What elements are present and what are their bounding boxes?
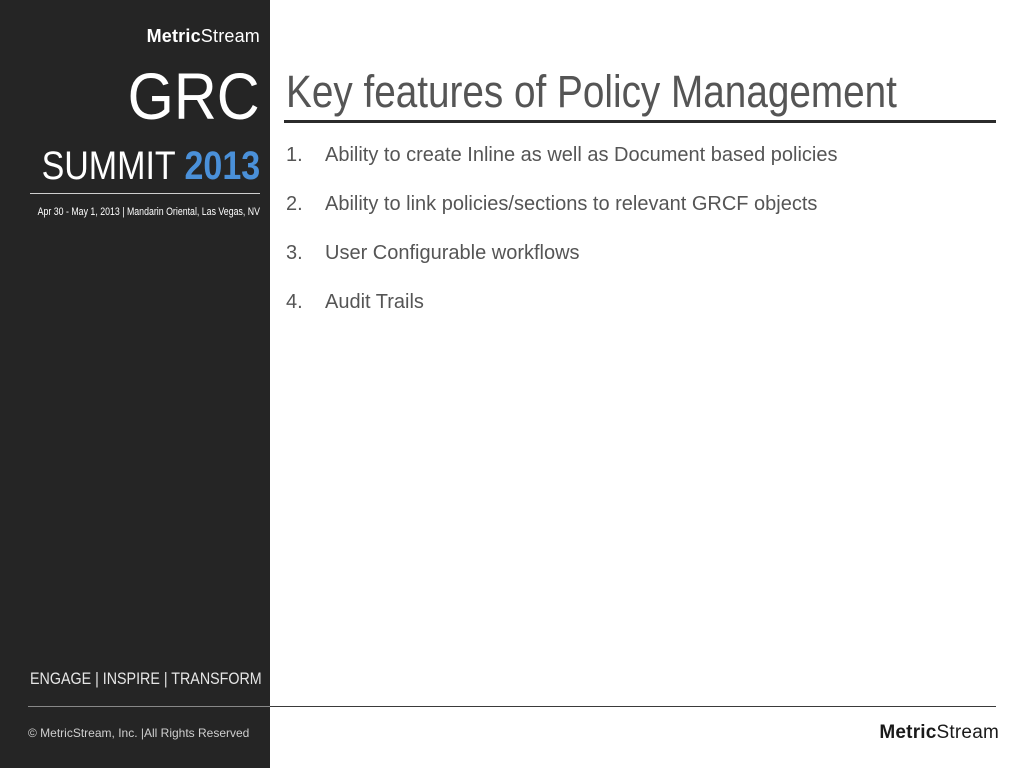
- list-item-number: 1.: [286, 144, 303, 166]
- list-item-number: 4.: [286, 291, 303, 313]
- footer-divider-sidebar: [28, 706, 270, 707]
- logo-bold-text: Metric: [146, 26, 201, 46]
- event-date-location: Apr 30 - May 1, 2013 | Mandarin Oriental, Las Vegas, NV: [37, 206, 260, 218]
- list-item-text: Ability to link policies/sections to relevant GRCF objects: [325, 193, 818, 215]
- feature-list: [286, 141, 837, 337]
- copyright-notice: © MetricStream, Inc. |All Rights Reserved: [28, 726, 250, 740]
- summit-word: SUMMIT: [41, 144, 175, 188]
- sidebar-panel: [0, 0, 270, 768]
- footer-logo-bold: Metric: [879, 722, 937, 743]
- event-name: GRC: [127, 59, 260, 133]
- list-item-number: 3.: [286, 242, 303, 264]
- summit-heading: [41, 142, 260, 190]
- list-item: [286, 141, 837, 190]
- summit-year: 2013: [184, 144, 260, 188]
- slide-title: Key features of Policy Management: [286, 66, 897, 117]
- event-tagline: ENGAGE | INSPIRE | TRANSFORM: [30, 669, 262, 688]
- metricstream-logo: [147, 26, 260, 47]
- list-item: [286, 288, 837, 337]
- footer-logo: [879, 722, 999, 744]
- list-item-text: Audit Trails: [325, 291, 424, 313]
- title-underline: [284, 120, 996, 123]
- list-item-text: Ability to create Inline as well as Document based policies: [325, 144, 838, 166]
- logo-regular-text: Stream: [200, 26, 260, 46]
- sidebar-divider: [30, 193, 260, 194]
- footer-logo-regular: Stream: [936, 722, 999, 743]
- list-item: [286, 239, 837, 288]
- list-item-text: User Configurable workflows: [325, 242, 580, 264]
- list-item: [286, 190, 837, 239]
- list-item-number: 2.: [286, 193, 303, 215]
